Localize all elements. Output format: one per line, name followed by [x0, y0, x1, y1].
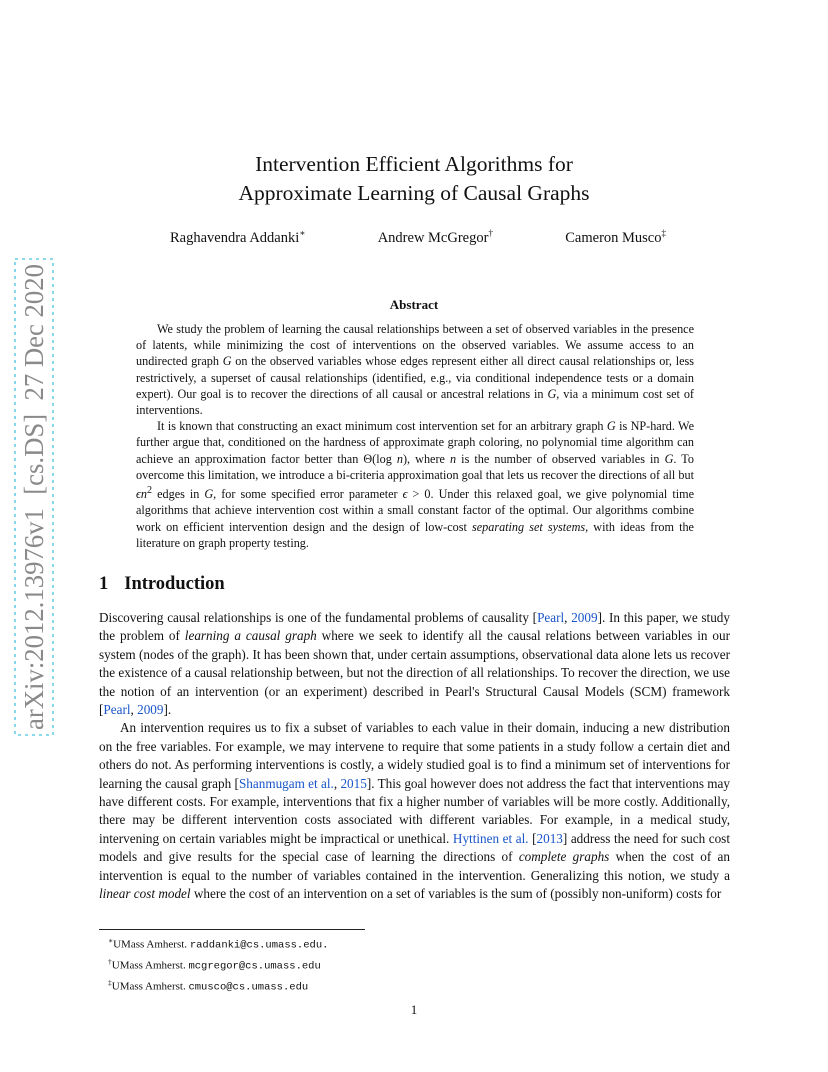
author-1: Raghavendra Addanki∗	[170, 228, 306, 246]
citation-link[interactable]: Hyttinen et al.	[452, 830, 529, 846]
citation-link[interactable]: 2009	[137, 702, 164, 718]
abstract-paragraph: It is known that constructing an exact minimum cost intervention set for an arbitrary graph G is NP-hard. We further argue that, conditioned on the hardness of approximate graph coloring, no polynomial time algorithm can achieve an approximation factor better than Θ(log n), where n is the number of observed variables in G. To overcome this limitation, we introduce a bi-criteria approximation goal that lets us recover the directions of all but $\epsilon n^2$ edges in G, for some specified error parameter ϵ > 0. Under this relaxed goal, we give polynomial time algorithms that achieve intervention cost within a small constant factor of the optimal. Our algorithms combine work on efficient intervention design and the design of low-cost separating set systems, with ideas from the literature on graph property testing.	[136, 419, 694, 550]
arxiv-stamp	[14, 258, 54, 736]
abstract-paragraph: We study the problem of learning the causal relationships between a set of observed variables in the presence of latents, while minimizing the cost of interventions on the observed variables. We assume access to an undirected graph G on the observed variables whose edges represent either all direct causal relationships or, less restrictively, a superset of causal relationships (identified, e.g., via conditional independence tests or a domain expert). Our goal is to recover the directions of all causal or ancestral relations in G, via a minimum cost set of interventions.	[136, 322, 694, 418]
abstract-heading: Abstract	[389, 297, 439, 312]
title-line-1: Intervention Efficient Algorithms for	[255, 152, 573, 176]
title-line-2: Approximate Learning of Causal Graphs	[238, 181, 590, 205]
citation-link[interactable]: 2009	[571, 610, 598, 625]
footnote: †UMass Amherst. mcgregor@cs.umass.edu	[108, 957, 321, 973]
citation-link[interactable]: 2013	[536, 830, 563, 846]
arxiv-stamp-text: arXiv:2012.13976v1 [cs.DS] 27 Dec 2020	[19, 259, 49, 730]
footnotes	[108, 933, 328, 996]
paper-title	[0, 150, 828, 208]
citation-link[interactable]: Shanmugam et al.	[238, 775, 334, 791]
page-number: 1	[410, 1002, 418, 1017]
author-2: Andrew McGregor†	[377, 228, 493, 246]
author-3: Cameron Musco‡	[565, 228, 666, 246]
citation-link[interactable]: Pearl	[103, 702, 131, 718]
section-title: Introduction	[124, 574, 225, 594]
citation-link[interactable]: 2015	[340, 775, 367, 791]
introduction-body	[99, 609, 730, 904]
body-paragraph: An intervention requires us to fix a subset of variables to each value in their domain, inducing a new distribution on the free variables. For example, we may intervene to require that some patients in a study follow a certain diet and others do not. As performing interventions is costly, a widely studied goal is to find a minimum set of interventions for learning the causal graph [Shanmugam et al., 2015]. This goal however does not address the fact that interventions may have different costs. For example, interventions that fix a higher number of variables will be more costly. Additionally, there may be different intervention costs associated with different variables. For example, in a medical study, intervening on certain variables might be impractical or unethical. Hyttinen et al. [2013] address the need for such cost models and give results for the special case of learning the directions of complete graphs when the cost of an intervention is equal to the number of variables contained in the intervention. Generalizing this notion, we study a linear cost model where the cost of an intervention on a set of variables is the sum of (possibly non-uniform) costs for	[99, 720, 731, 902]
section-heading	[99, 574, 225, 595]
footnote-rule	[99, 929, 365, 930]
section-number: 1	[99, 574, 109, 594]
author-list	[170, 228, 666, 247]
footnote: ∗UMass Amherst. raddanki@cs.umass.edu.	[108, 936, 329, 952]
abstract-body	[136, 321, 694, 551]
citation-link[interactable]: Pearl	[537, 610, 565, 625]
footnote: ‡UMass Amherst. cmusco@cs.umass.edu	[108, 978, 309, 994]
body-paragraph: Discovering causal relationships is one of the fundamental problems of causality [Pearl, 2009]. In this paper, we study the problem of learning a causal graph where we seek to identify all the causal relations between variables in our system (nodes of the graph). It has been shown that, under certain assumptions, observational data alone lets us recover the existence of a causal relationship between, but not the direction of all relationships. To recover the direction, we use the notion of an intervention (or an experiment) described in Pearl's Structural Causal Models (SCM) framework [Pearl, 2009].	[99, 610, 730, 718]
